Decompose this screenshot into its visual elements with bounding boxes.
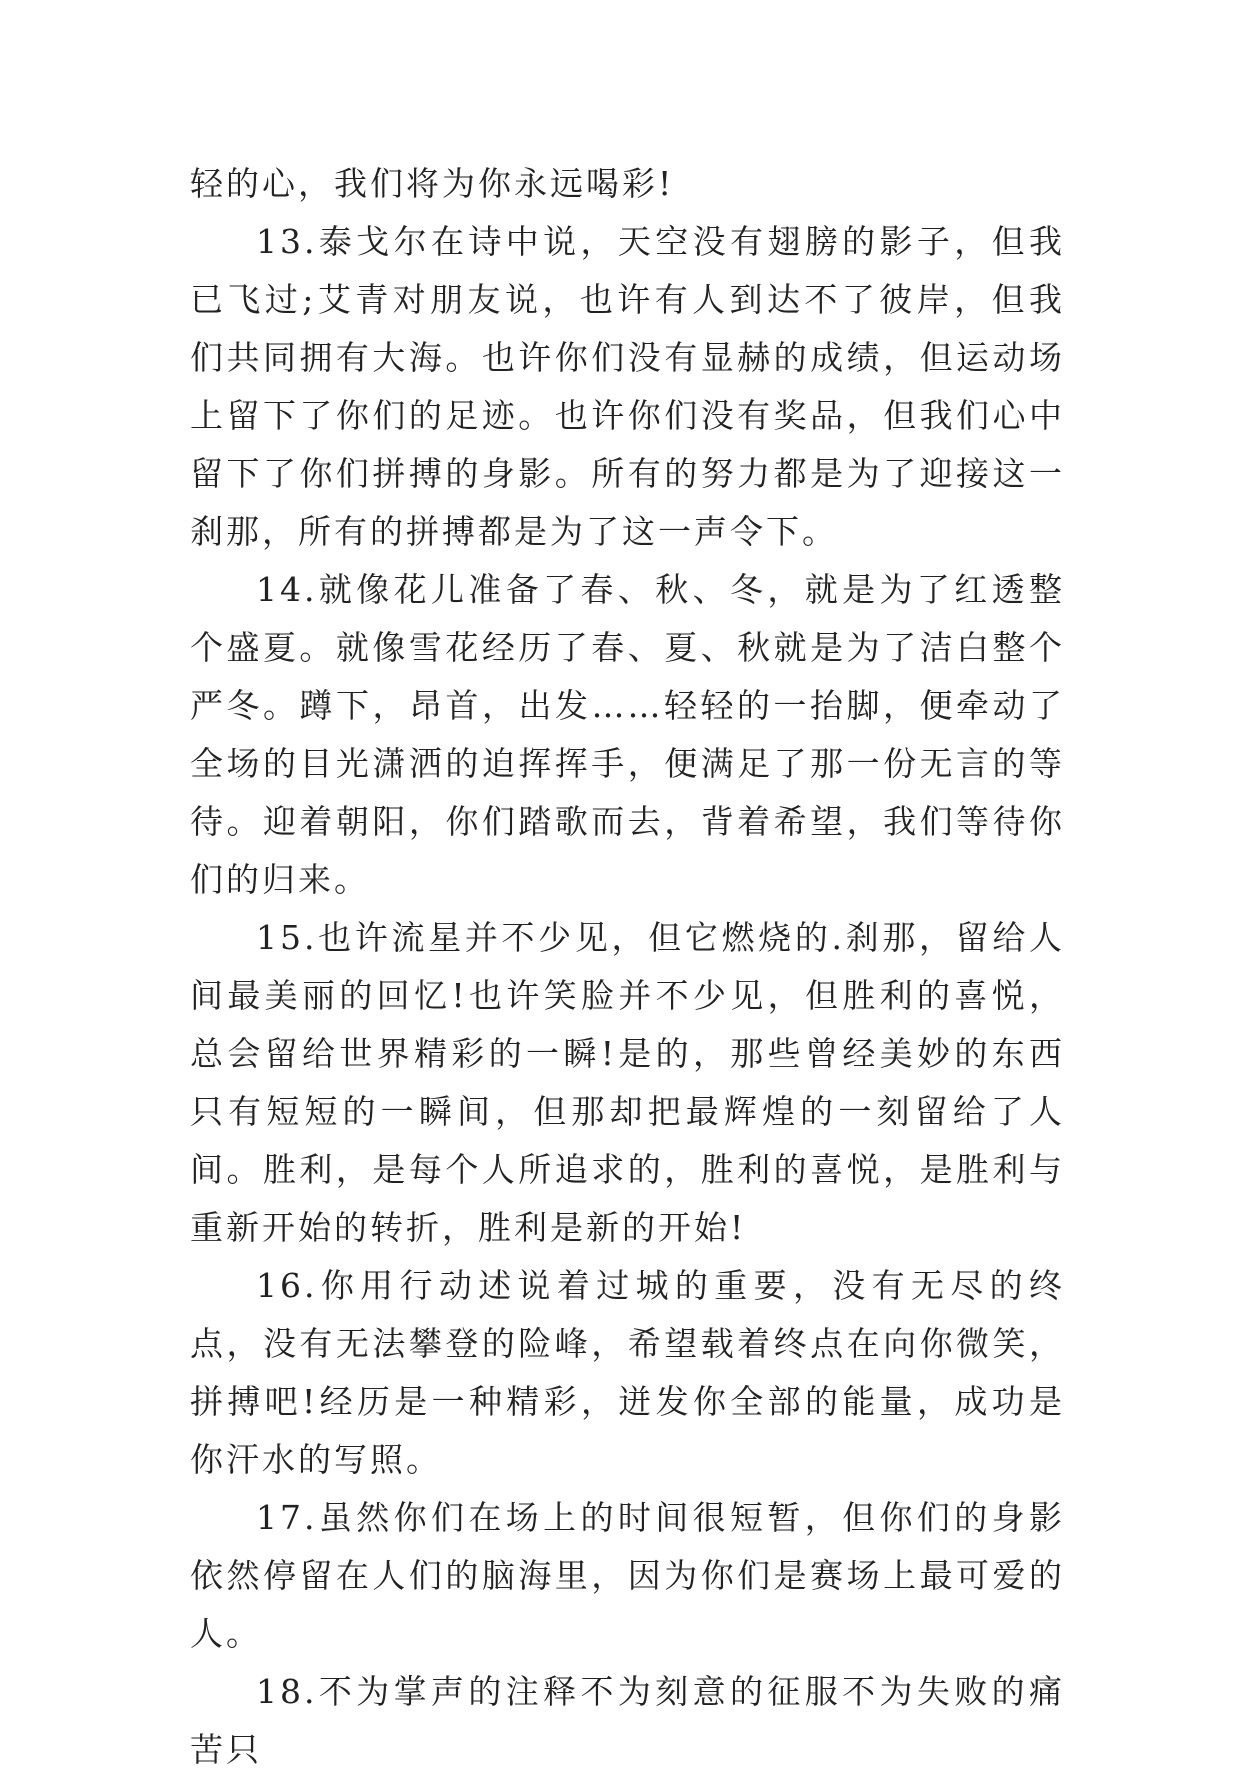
paragraph-17: 17.虽然你们在场上的时间很短暂，但你们的身影依然停留在人们的脑海里，因为你们是赛场上最可爱的人。 [190, 1498, 1065, 1653]
paragraph-13: 13.泰戈尔在诗中说，天空没有翅膀的影子，但我已飞过;艾青对朋友说，也许有人到达不了彼岸，但我们共同拥有大海。也许你们没有显赫的成绩，但运动场上留下了你们的足迹。也许你们没有奖品，但我们心中留下了你们拼搏的身影。所有的努力都是为了迎接这一刹那，所有的拼搏都是为了这一声令下。 [190, 222, 1065, 551]
body-text [190, 155, 1065, 1779]
paragraph-18: 18.不为掌声的注释不为刻意的征服不为失败的痛苦只 [190, 1672, 1065, 1769]
paragraph-15: 15.也许流星并不少见，但它燃烧的.刹那，留给人间最美丽的回忆!也许笑脸并不少见，但胜利的喜悦，总会留给世界精彩的一瞬!是的，那些曾经美妙的东西只有短短的一瞬间，但那却把最辉煌的一刻留给了人间。胜利，是每个人所追求的，胜利的喜悦，是胜利与重新开始的转折，胜利是新的开始! [190, 918, 1065, 1247]
paragraph-continuation: 轻的心，我们将为你永远喝彩! [190, 164, 675, 203]
paragraph-14: 14.就像花儿准备了春、秋、冬，就是为了红透整个盛夏。就像雪花经历了春、夏、秋就是为了洁白整个严冬。蹲下，昂首，出发……轻轻的一抬脚，便牵动了全场的目光潇洒的迫挥挥手，便满足了那一份无言的等待。迎着朝阳，你们踏歌而去，背着希望，我们等待你们的归来。 [190, 570, 1065, 899]
paragraph-16: 16.你用行动述说着过城的重要，没有无尽的终点，没有无法攀登的险峰，希望载着终点在向你微笑，拼搏吧!经历是一种精彩，迸发你全部的能量，成功是你汗水的写照。 [190, 1266, 1065, 1479]
